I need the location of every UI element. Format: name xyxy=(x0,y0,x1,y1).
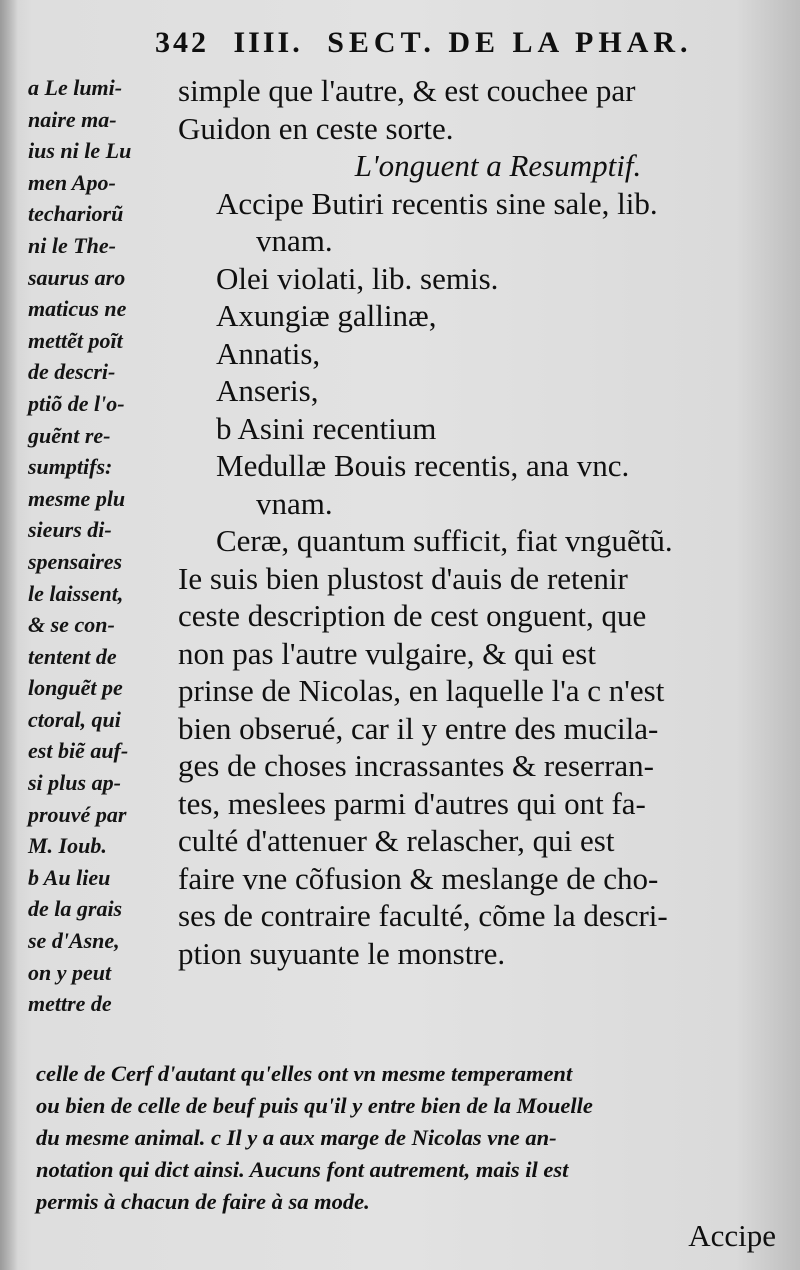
running-header xyxy=(155,26,775,62)
recipe-ingredient-line: Axungiæ gallinæ, xyxy=(216,298,437,333)
paragraph-line: tes, meslees parmi d'autres qui ont fa- xyxy=(178,785,646,821)
footnote-line: permis à chacun de faire à sa mode. xyxy=(36,1189,370,1214)
intro-line: Guidon en ceste sorte. xyxy=(178,110,454,146)
margin-note-line: naire ma- xyxy=(28,106,117,132)
margin-note-line: on y peut xyxy=(28,959,112,985)
margin-note-line: sumptifs: xyxy=(28,454,113,480)
margin-note-line: le laissent, xyxy=(28,580,124,606)
margin-note-line: longuẽt pe xyxy=(28,675,123,701)
intro-line: simple que l'autre, & est couchee par xyxy=(178,73,636,108)
margin-note-line: mettre de xyxy=(28,991,112,1017)
margin-note-line: tentent de xyxy=(28,643,117,669)
margin-note-line: prouvé par xyxy=(28,801,127,827)
margin-note-line: spensaires xyxy=(28,548,123,574)
margin-note-line: ni le The- xyxy=(28,232,116,258)
paragraph-line: ceste description de cest onguent, que xyxy=(178,598,647,633)
paragraph-line: Ie suis bien plustost d'auis de retenir xyxy=(178,560,628,596)
recipe-ingredient-line: Anseris, xyxy=(216,373,319,408)
paragraph-line: bien obserué, car il y entre des mucila- xyxy=(178,710,659,746)
margin-note-line: mesme plu xyxy=(28,485,126,511)
margin-note-line: M. Ioub. xyxy=(28,833,107,859)
margin-note-line: saurus aro xyxy=(28,264,126,290)
footnote-line: celle de Cerf d'autant qu'elles ont vn mesme temperament xyxy=(36,1061,573,1086)
paragraph-line: faire vne cõfusion & meslange de cho- xyxy=(178,860,659,896)
recipe-ingredient-line: vnam. xyxy=(256,223,333,258)
margin-note-line: techariorũ xyxy=(28,201,124,227)
margin-note-line: mettẽt poĩt xyxy=(28,327,123,353)
recipe-ingredient-line: b Asini recentium xyxy=(216,410,437,446)
footnotes xyxy=(36,1058,776,1218)
margin-note-line: maticus ne xyxy=(28,296,127,322)
commentary-paragraph xyxy=(178,560,778,973)
recipe-title: L'onguent a Resumptif. xyxy=(354,148,642,183)
margin-note-line: sieurs di- xyxy=(28,517,112,543)
footnote-line: notation qui dict ainsi. Aucuns font autrement, mais il est xyxy=(36,1157,569,1182)
paragraph-line: ses de contraire faculté, cõme la descri- xyxy=(178,898,668,933)
catchword: Accipe xyxy=(688,1218,776,1253)
margin-note-line: b Au lieu xyxy=(28,864,111,890)
footnote-line: du mesme animal. c Il y a aux marge de Nicolas vne an- xyxy=(36,1125,557,1150)
recipe-ingredient-line: Ceræ, quantum sufficit, fiat vnguẽtũ. xyxy=(216,523,673,558)
margin-note-line: de descri- xyxy=(28,359,116,385)
book-number: IIII. xyxy=(233,26,303,59)
margin-note-line: se d'Asne, xyxy=(28,928,120,954)
footnote-line: ou bien de celle de beuf puis qu'il y entre bien de la Mouelle xyxy=(36,1093,593,1118)
paragraph-line: ges de choses incrassantes & reserran- xyxy=(178,748,655,783)
margin-note-line: ctoral, qui xyxy=(28,706,121,732)
main-text xyxy=(178,72,778,972)
intro-lines xyxy=(178,72,778,147)
recipe-ingredient-line: Olei violati, lib. semis. xyxy=(216,260,499,296)
margin-note-line: men Apo- xyxy=(28,169,116,195)
page-number: 342 xyxy=(155,26,209,59)
paragraph-line: culté d'attenuer & relascher, qui est xyxy=(178,823,615,858)
margin-note-line: & se con- xyxy=(28,612,115,638)
margin-note-line: ius ni le Lu xyxy=(28,138,132,164)
paragraph-line: non pas l'autre vulgaire, & qui est xyxy=(178,635,596,671)
recipe-ingredient-line: Medullæ Bouis recentis, ana vnc. xyxy=(216,448,630,483)
margin-notes xyxy=(28,72,178,1020)
margin-note-line: de la grais xyxy=(28,896,123,922)
section-title: SECT. DE LA PHAR. xyxy=(327,26,693,59)
recipe-lines xyxy=(178,185,778,560)
margin-note-line: ptiõ de l'o- xyxy=(28,390,125,416)
gutter-shadow xyxy=(0,0,18,1270)
margin-note-line: guẽnt re- xyxy=(28,422,111,448)
margin-note-line: a Le lumi- xyxy=(28,75,123,100)
paragraph-line: prinse de Nicolas, en laquelle l'a c n'est xyxy=(178,673,665,708)
recipe-ingredient-line: Accipe Butiri recentis sine sale, lib. xyxy=(216,185,658,221)
margin-note-line: si plus ap- xyxy=(28,770,121,796)
margin-note-line: est biẽ auf- xyxy=(28,738,129,764)
recipe-ingredient-line: vnam. xyxy=(256,485,333,521)
recipe-ingredient-line: Annatis, xyxy=(216,335,321,371)
paragraph-line: ption suyuante le monstre. xyxy=(178,935,506,971)
